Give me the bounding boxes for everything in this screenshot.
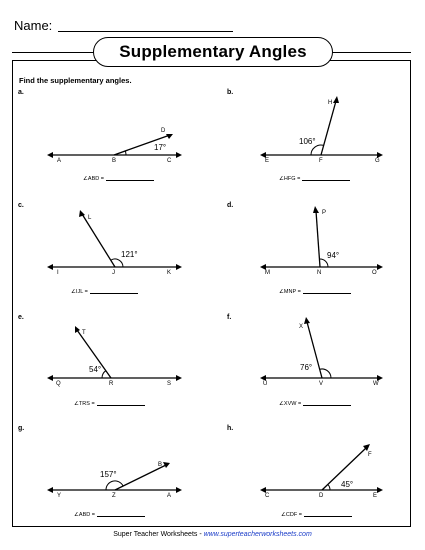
ray-arrowhead: [75, 326, 80, 333]
left-arrowhead: [47, 264, 53, 270]
point-label-vertex: N: [317, 270, 322, 276]
point-label-ray: B: [158, 462, 163, 468]
footer-link[interactable]: www.superteacherworksheets.com: [203, 531, 312, 538]
angle-diagram: [227, 425, 417, 535]
ray-line: [321, 101, 336, 155]
problem-letter: f.: [227, 314, 232, 321]
answer-blank[interactable]: [302, 180, 350, 181]
left-arrowhead: [47, 487, 53, 493]
left-arrowhead: [47, 152, 53, 158]
answer-label: ∠TRS =: [74, 401, 95, 407]
angle-diagram: [227, 89, 417, 199]
answer-line[interactable]: [83, 176, 154, 182]
problem-letter: g.: [18, 425, 25, 432]
angle-diagram: [227, 314, 417, 424]
point-label-left: U: [263, 381, 268, 387]
answer-blank[interactable]: [106, 180, 154, 181]
ray-arrowhead: [304, 317, 310, 324]
point-label-ray: F: [368, 452, 372, 458]
angle-arc: [328, 484, 330, 490]
name-line[interactable]: [58, 31, 233, 32]
answer-blank[interactable]: [97, 405, 145, 406]
ray-arrowhead: [313, 206, 319, 213]
answer-label: ∠ABD =: [74, 512, 95, 518]
point-label-left: C: [265, 493, 270, 499]
problem-g: [18, 425, 208, 535]
point-label-left: Q: [56, 381, 61, 387]
problem-c: [18, 202, 208, 312]
right-arrowhead: [377, 264, 383, 270]
answer-line[interactable]: [279, 401, 351, 407]
point-label-right: E: [373, 493, 378, 499]
angle-measure: 17°: [154, 143, 167, 152]
answer-line[interactable]: [279, 176, 350, 182]
instructions: Find the supplementary angles.: [19, 76, 132, 85]
problem-letter: e.: [18, 314, 24, 321]
problem-b: [227, 89, 417, 199]
ray-arrowhead: [163, 462, 170, 468]
answer-line[interactable]: [74, 401, 145, 407]
point-label-ray: P: [322, 210, 327, 216]
point-label-vertex: F: [319, 158, 323, 164]
right-arrowhead: [176, 487, 182, 493]
point-label-right: K: [167, 270, 172, 276]
point-label-left: I: [57, 270, 59, 276]
point-label-right: W: [373, 381, 379, 387]
answer-line[interactable]: [74, 512, 145, 518]
point-label-vertex: B: [112, 158, 117, 164]
answer-line[interactable]: [279, 289, 351, 295]
point-label-left: Y: [57, 493, 62, 499]
point-label-vertex: R: [109, 381, 114, 387]
right-arrowhead: [176, 152, 182, 158]
name-label: Name:: [14, 18, 53, 33]
problem-letter: c.: [18, 202, 24, 209]
answer-blank[interactable]: [303, 293, 351, 294]
point-label-left: E: [265, 158, 270, 164]
answer-label: ∠CDF =: [281, 512, 302, 518]
point-label-right: S: [167, 381, 172, 387]
point-label-ray: D: [161, 128, 166, 134]
left-arrowhead: [47, 375, 53, 381]
angle-measure: 76°: [300, 363, 313, 372]
answer-blank[interactable]: [90, 293, 138, 294]
point-label-ray: H: [328, 100, 333, 106]
angle-measure: 45°: [341, 480, 354, 489]
point-label-right: A: [167, 493, 172, 499]
point-label-vertex: D: [319, 493, 324, 499]
banner-line-right: [332, 52, 411, 53]
problem-letter: b.: [227, 89, 234, 96]
angle-diagram: [227, 202, 417, 312]
page-title: Supplementary Angles: [93, 37, 333, 67]
ray-line: [115, 465, 166, 490]
answer-line[interactable]: [281, 512, 352, 518]
answer-line[interactable]: [71, 289, 138, 295]
answer-blank[interactable]: [304, 516, 352, 517]
point-label-vertex: Z: [112, 493, 116, 499]
answer-blank[interactable]: [97, 516, 145, 517]
banner-line-left: [12, 52, 94, 53]
point-label-ray: X: [299, 324, 304, 330]
angle-measure: 54°: [89, 365, 102, 374]
problem-d: [227, 202, 417, 312]
right-arrowhead: [176, 264, 182, 270]
point-label-left: A: [57, 158, 62, 164]
problem-h: [227, 425, 417, 535]
answer-label: ∠ABD =: [83, 176, 104, 182]
angle-measure: 106°: [299, 137, 316, 146]
angle-arc: [106, 481, 123, 490]
answer-label: ∠XVW =: [279, 401, 302, 407]
answer-label: ∠HFG =: [279, 176, 301, 182]
angle-diagram: [18, 425, 208, 535]
answer-label: ∠IJL =: [71, 289, 88, 295]
angle-measure: 121°: [121, 250, 138, 259]
problem-f: [227, 314, 417, 424]
problem-e: [18, 314, 208, 424]
point-label-right: O: [372, 270, 377, 276]
ray-arrowhead: [79, 210, 85, 217]
answer-label: ∠MNP =: [279, 289, 301, 295]
ray-line: [82, 214, 115, 267]
point-label-ray: T: [82, 330, 86, 336]
point-label-left: M: [265, 270, 270, 276]
problem-a: [18, 89, 208, 199]
answer-blank[interactable]: [303, 405, 351, 406]
right-arrowhead: [377, 487, 383, 493]
angle-arc: [319, 259, 328, 267]
right-arrowhead: [176, 375, 182, 381]
point-label-right: C: [167, 158, 172, 164]
angle-arc: [102, 371, 106, 378]
point-label-right: G: [375, 158, 380, 164]
footer: [0, 531, 425, 538]
footer-text: Super Teacher Worksheets -: [113, 531, 204, 538]
angle-diagram: [18, 89, 208, 199]
angle-diagram: [18, 314, 208, 424]
problem-letter: d.: [227, 202, 234, 209]
point-label-vertex: J: [112, 270, 115, 276]
point-label-ray: L: [88, 215, 92, 221]
problem-letter: h.: [227, 425, 234, 432]
angle-measure: 157°: [100, 470, 117, 479]
angle-measure: 94°: [327, 251, 340, 260]
ray-arrowhead: [333, 96, 339, 103]
point-label-vertex: V: [319, 381, 324, 387]
angle-diagram: [18, 202, 208, 312]
problem-letter: a.: [18, 89, 24, 96]
